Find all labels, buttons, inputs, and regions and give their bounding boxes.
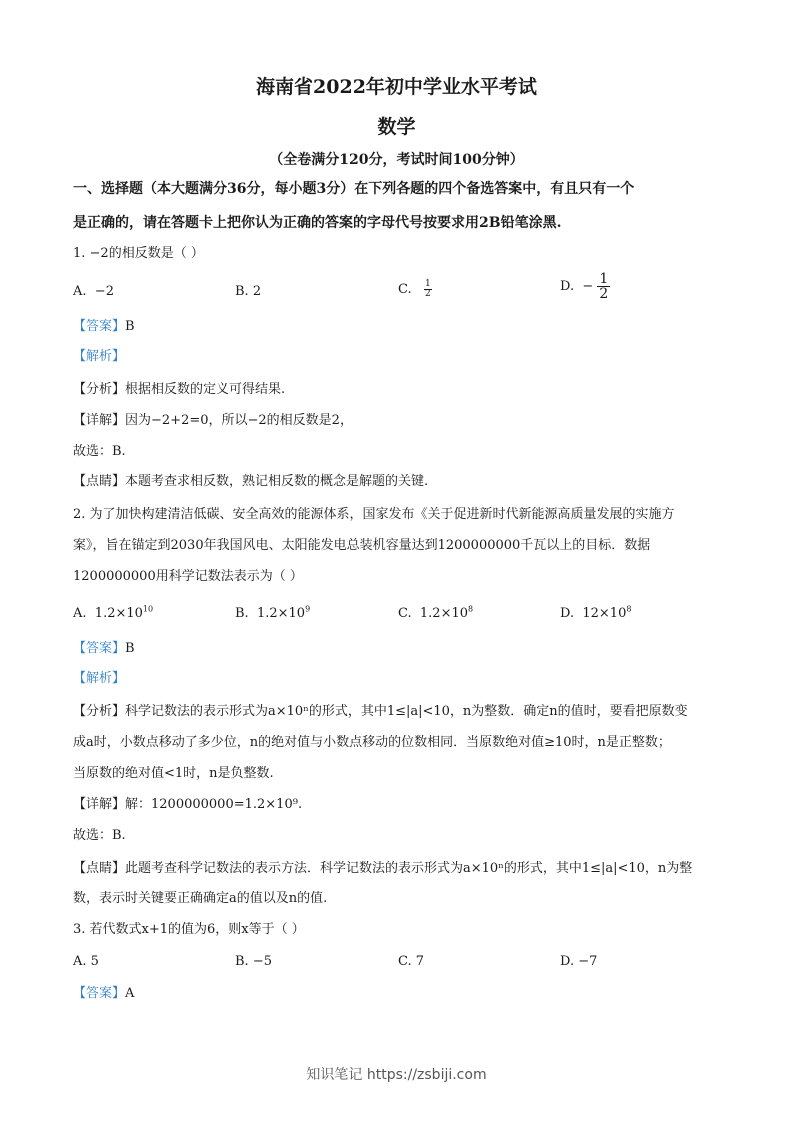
q2-comment-line1: 【点睛】此题考查科学记数法的表示方法．科学记数法的表示形式为a×10ⁿ的形式，其中1≤|a|<10，n为整 <box>73 861 693 876</box>
q2-answer: 【答案】B <box>73 641 135 656</box>
q1-answer: 【答案】B <box>73 319 135 334</box>
q2-stem-line3: 1200000000用科学记数法表示为（ ） <box>73 569 303 584</box>
q2-explanation-tag: 【解析】 <box>73 671 126 686</box>
q2-option-b: B. $1.2\times 10^9$ <box>235 604 311 621</box>
q3-option-d: D. −7 <box>560 954 598 969</box>
exam-info: （全卷满分120分，考试时间100分钟） <box>269 152 524 168</box>
q2-choose: 故选：B. <box>73 828 126 843</box>
q1-option-c: C. $\frac{1}{2}$ <box>398 279 431 299</box>
q3-option-a: A. 5 <box>73 954 99 969</box>
q1-option-b: B. 2 <box>235 284 262 299</box>
q1-analysis: 【分析】根据相反数的定义可得结果. <box>73 382 286 397</box>
q2-analysis-line1: 【分析】科学记数法的表示形式为a×10ⁿ的形式，其中1≤|a|<10，n为整数．确定n的值时，要看把原数变 <box>73 704 688 719</box>
q1-explanation-tag: 【解析】 <box>73 349 126 364</box>
q2-analysis-line2: 成a时，小数点移动了多少位，n的绝对值与小数点移动的位数相同．当原数绝对值≥10时，n是正整数； <box>73 735 671 750</box>
q3-option-c: C. 7 <box>398 954 425 969</box>
exam-title: 海南省2022年初中学业水平考试 <box>256 76 537 98</box>
fraction-half-small: $\frac{1}{2}$ <box>425 279 431 299</box>
q1-choose: 故选：B. <box>73 444 126 459</box>
section-heading-line1: 一、选择题（本大题满分36分，每小题3分）在下列各题的四个备选答案中，有且只有一个 <box>73 181 635 197</box>
q2-detail: 【详解】解：1200000000=1.2×10⁹. <box>73 797 303 812</box>
q2-option-a: A. $1.2\times 10^{10}$ <box>73 604 154 621</box>
q3-stem: 3. 若代数式x+1的值为6，则x等于（ ） <box>73 922 305 937</box>
q2-stem-line2: 案》，旨在锚定到2030年我国风电、太阳能发电总装机容量达到1200000000千瓦以上的目标．数据 <box>73 538 651 553</box>
q1-detail: 【详解】因为−2+2=0，所以−2的相反数是2， <box>73 413 353 428</box>
footer-watermark: 知识笔记 https://zsbiji.com <box>306 1067 487 1083</box>
q2-comment-line2: 数，表示时关键要正确确定a的值以及n的值. <box>73 891 328 906</box>
q1-option-a: A. −2 <box>73 284 114 299</box>
fraction-half-large: $\frac{1}{2}$ <box>599 271 609 302</box>
q3-option-b: B. −5 <box>235 954 272 969</box>
q1-stem: 1. −2的相反数是（ ） <box>73 246 204 261</box>
q1-option-d: D. − $\frac{1}{2}$ <box>560 271 609 302</box>
q1-comment: 【点睛】本题考查求相反数，熟记相反数的概念是解题的关键. <box>73 474 429 489</box>
q2-option-c: C. $1.2\times 10^8$ <box>398 604 474 621</box>
section-heading-line2: 是正确的，请在答题卡上把你认为正确的答案的字母代号按要求用2B铅笔涂黑. <box>73 215 562 231</box>
subject-title: 数学 <box>377 116 416 138</box>
q2-option-d: D. $12\times 10^8$ <box>560 604 632 621</box>
q3-answer: 【答案】A <box>73 986 135 1001</box>
q2-analysis-line3: 当原数的绝对值<1时，n是负整数. <box>73 766 274 781</box>
q2-stem-line1: 2. 为了加快构建清洁低碳、安全高效的能源体系，国家发布《关于促进新时代新能源高质量发展的实施方 <box>73 507 675 522</box>
